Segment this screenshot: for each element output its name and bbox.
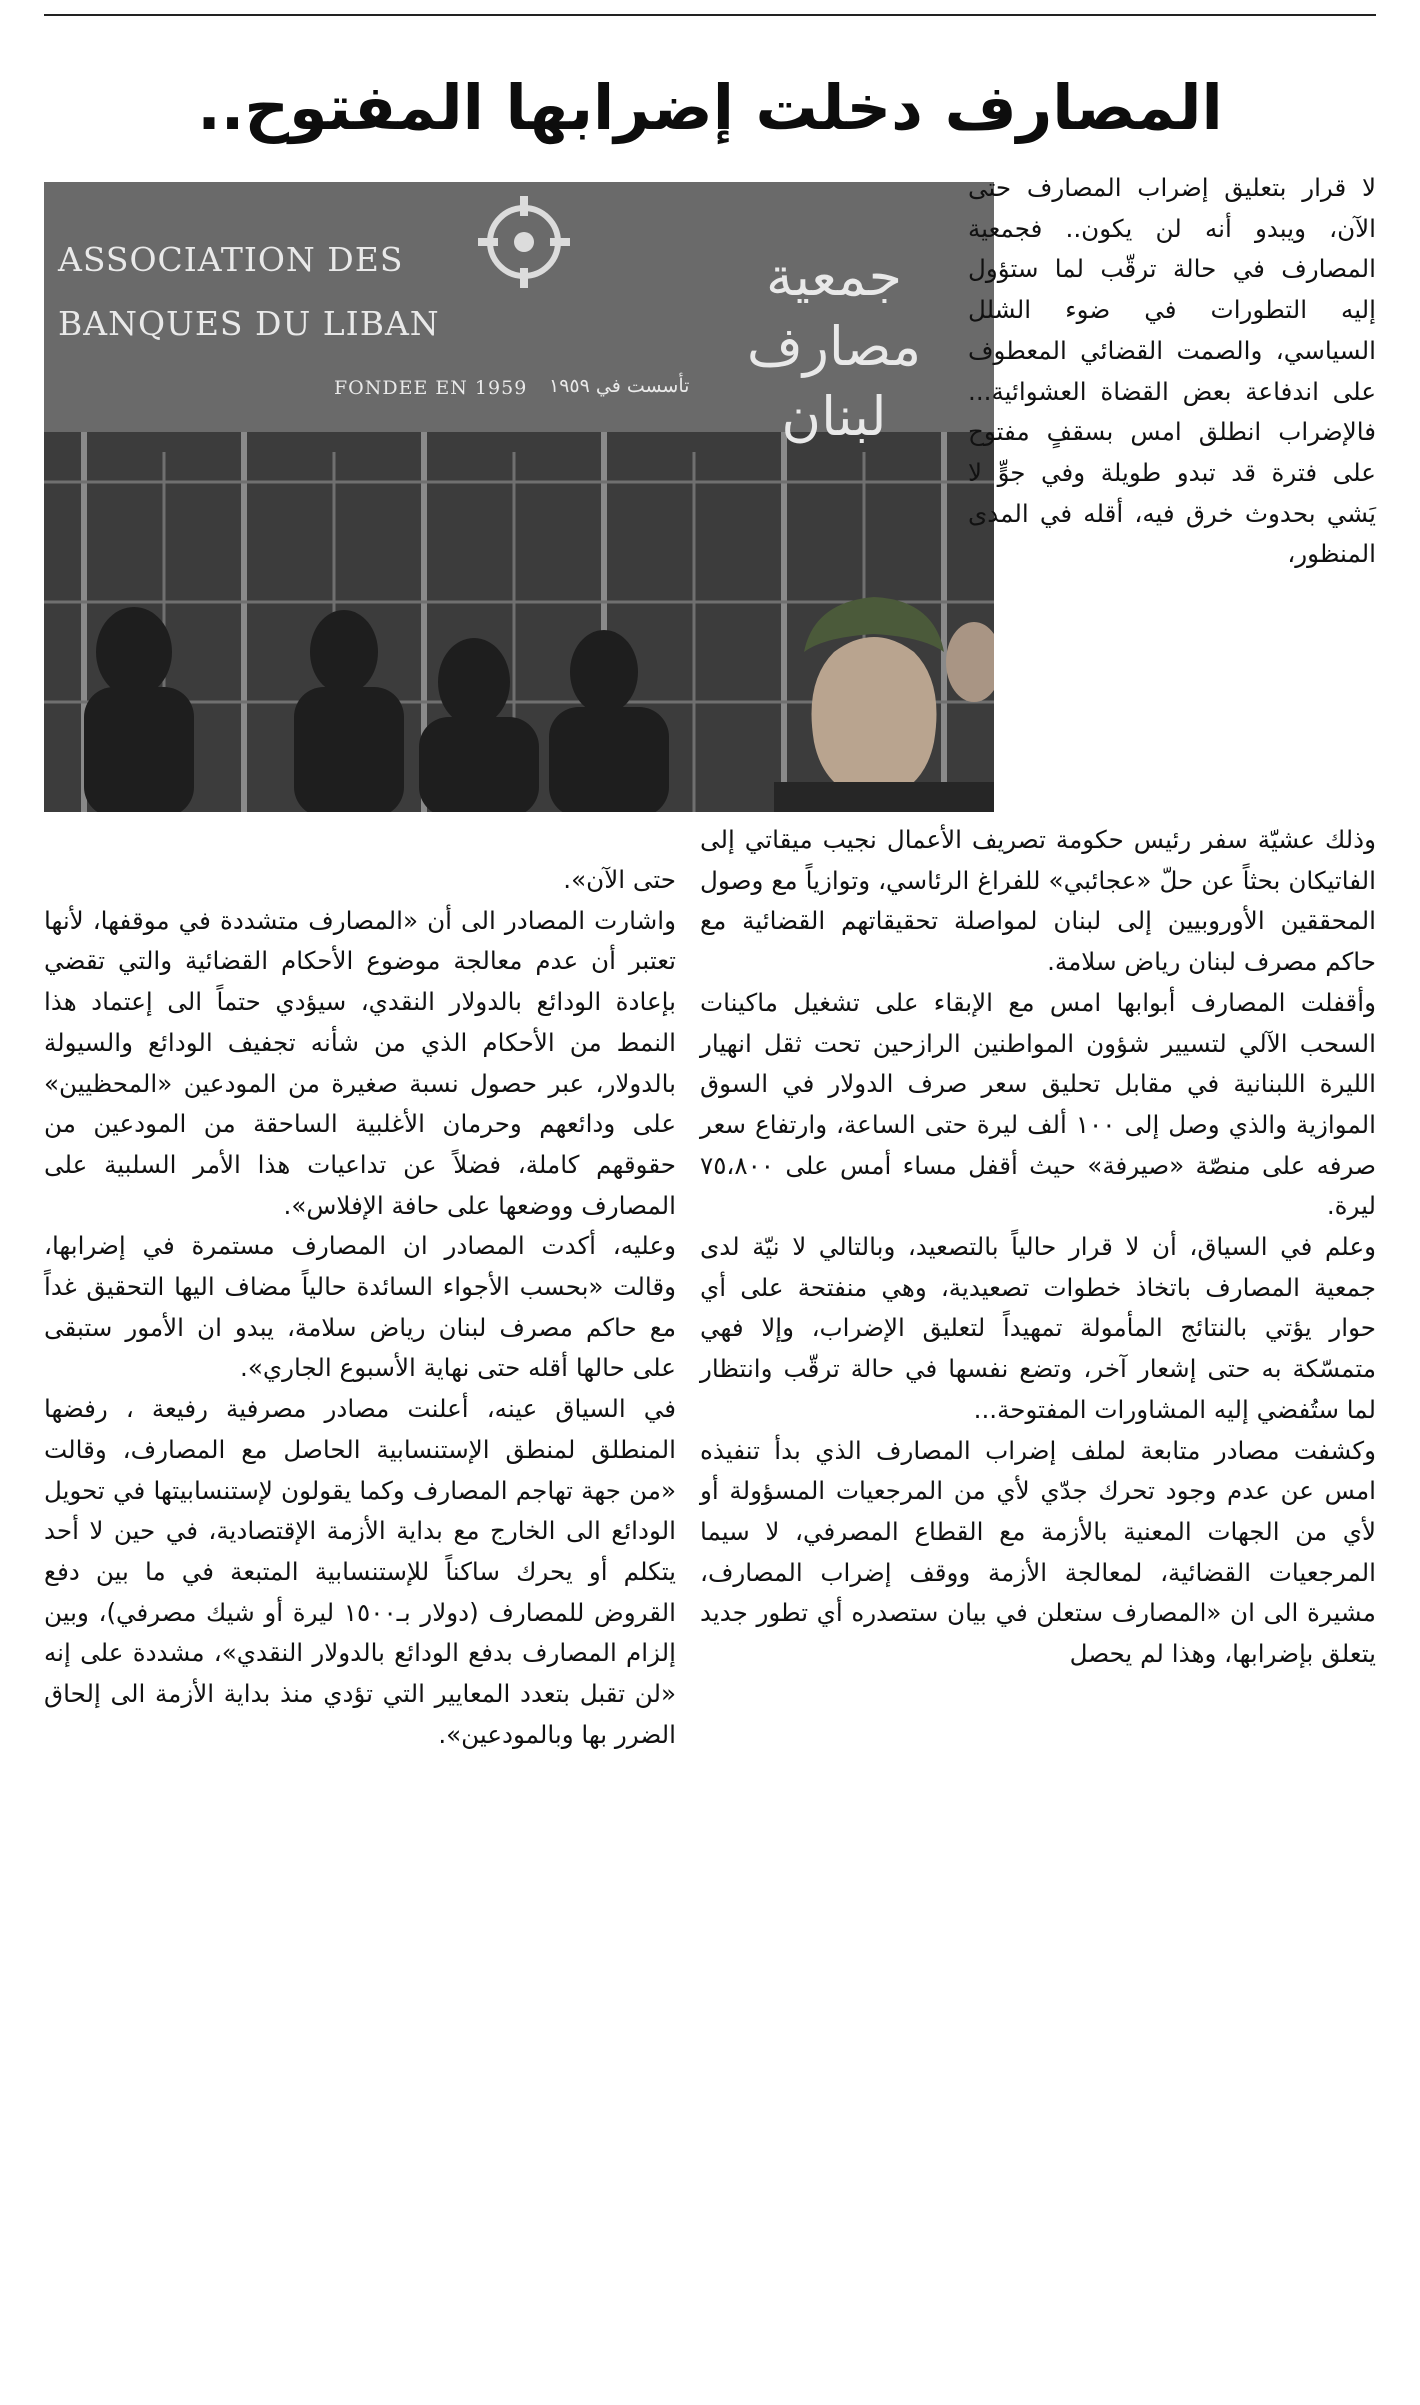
article-photo — [44, 182, 994, 812]
paragraph: في السياق عينه، أعلنت مصادر مصرفية رفيعة ، رفضها المنطلق لمنطق الإستنسابية الحاصل مع المصارف، وقالت «من جهة تهاجم المصارف وكما يقولون لإستنسابيتها في تحويل الودائع الى الخارج مع بداية الأزمة الإقتصادية، في حين لا أحد يتكلم أو يحرك ساكناً للإستنسابية المتبعة في ما بين دفع القروض للمصارف (دولار بـ١٥٠٠ ليرة أو شيك مصرفي)، وبين إلزام المصارف بدفع الودائع بالدولار النقدي»، مشددة على إنه «لن تقبل بتعدد المعايير التي تؤدي منذ بداية الأزمة الى إلحاق الضرر بها وبالمودعين». — [44, 1394, 676, 1749]
sign-founded-arabic: تأسست في ١٩٥٩ — [549, 375, 690, 397]
paragraph: حتى الآن». — [563, 865, 676, 894]
paragraph: وعلم في السياق، أن لا قرار حالياً بالتصعيد، وبالتالي لا نيّة لدى جمعية المصارف باتخاذ خطوات تصعيدية، وهي منفتحة على أي حوار يؤتي بالنتائج المأمولة تمهيداً لتعليق الإضراب، وإلا فهي متمسّكة به حتى إشعار آخر، وتضع نفسها في حالة ترقّب وانتظار لما ستُفضي إليه المشاورات المفتوحة... — [700, 1232, 1376, 1424]
paragraph: واشارت المصادر الى أن «المصارف متشددة في موقفها، لأنها تعتبر أن عدم معالجة موضوع الأحكام القضائية والتي تقضي بإعادة الودائع بالدولار النقدي، سيؤدي حتماً الى إعتماد هذا النمط من الأحكام الذي من شأنه تجفيف الودائع والسيولة بالدولار، عبر حصول نسبة صغيرة من المودعين «المحظيين» على ودائعهم وحرمان الأغلبية الساحقة من المودعين من حقوقهم كاملة، فضلاً عن تداعيات هذا الأمر السلبية على المصارف ووضعها على حافة الإفلاس». — [44, 905, 676, 1220]
paragraph: وعليه، أكدت المصادر ان المصارف مستمرة في إضرابها، وقالت «بحسب الأجواء السائدة حالياً مضاف اليها التحقيق غداً مع حاكم مصرف لبنان رياض سلامة، يبدو ان الأمور ستبقى على حالها أقله حتى نهاية الأسبوع الجاري». — [44, 1231, 676, 1383]
paragraph: لا قرار بتعليق إضراب المصارف حتى الآن، ويبدو أنه لن يكون.. فجمعية المصارف في حالة ترقّب لما ستؤول إليه التطورات في ضوء الشلل السياسي، والصمت القضائي المعطوف على اندفاعة بعض القضاة العشوائية... فالإضراب انطلق امس بسقفٍ مفتوح على فترة قد تبدو طويلة وفي جوٍّ لا يَشي بحدوث خرق فيه، أقله في المدى المنظور، — [968, 173, 1376, 569]
sign-founded-text: FONDEE EN 1959 — [334, 377, 528, 399]
column-left — [44, 860, 676, 1755]
paragraph: وكشفت مصادر متابعة لملف إضراب المصارف الذي بدأ تنفيذه امس عن عدم وجود تحرك جدّي لأي من المرجعيات المسؤولة أو لأي من الجهات المعنية بالأزمة مع القطاع المصرفي، لا سيما المرجعيات القضائية، لمعالجة الأزمة ووقف إضراب المصارف، مشيرة الى ان «المصارف ستعلن في بيان ستصدره أي تطور جديد يتعلق بإضرابها، وهذا لم يحصل — [700, 1435, 1376, 1669]
column-right-top — [968, 168, 1376, 575]
column-right-bottom — [700, 820, 1376, 1675]
sign-arabic-name: جمعية مصارف لبنان — [746, 245, 922, 448]
sign-text-line2: BANQUES DU LIBAN — [58, 304, 440, 343]
paragraph: وأقفلت المصارف أبوابها امس مع الإبقاء على تشغيل ماكينات السحب الآلي لتسيير شؤون المواطنين الرازحين تحت ثقل انهيار الليرة اللبنانية في مقابل تحليق سعر صرف الدولار في السوق الموازية والذي وصل إلى ١٠٠ ألف ليرة حتى الساعة، وارتفاع سعر صرفه على منصّة «صيرفة» حيث أقفل مساء أمس على ٧٥،٨٠٠ ليرة. — [700, 987, 1376, 1221]
top-rule — [44, 14, 1376, 16]
sign-text-line1: ASSOCIATION DES — [58, 240, 404, 279]
article-headline: المصارف دخلت إضرابها المفتوح.. — [197, 71, 1223, 144]
paragraph: وذلك عشيّة سفر رئيس حكومة تصريف الأعمال نجيب ميقاتي إلى الفاتيكان بحثاً عن حلّ «عجائبي» للفراغ الرئاسي، وتوازياً مع وصول المحققين الأوروبيين إلى لبنان لمواصلة تحقيقاتهم القضائية مع حاكم مصرف لبنان رياض سلامة. — [700, 825, 1376, 977]
